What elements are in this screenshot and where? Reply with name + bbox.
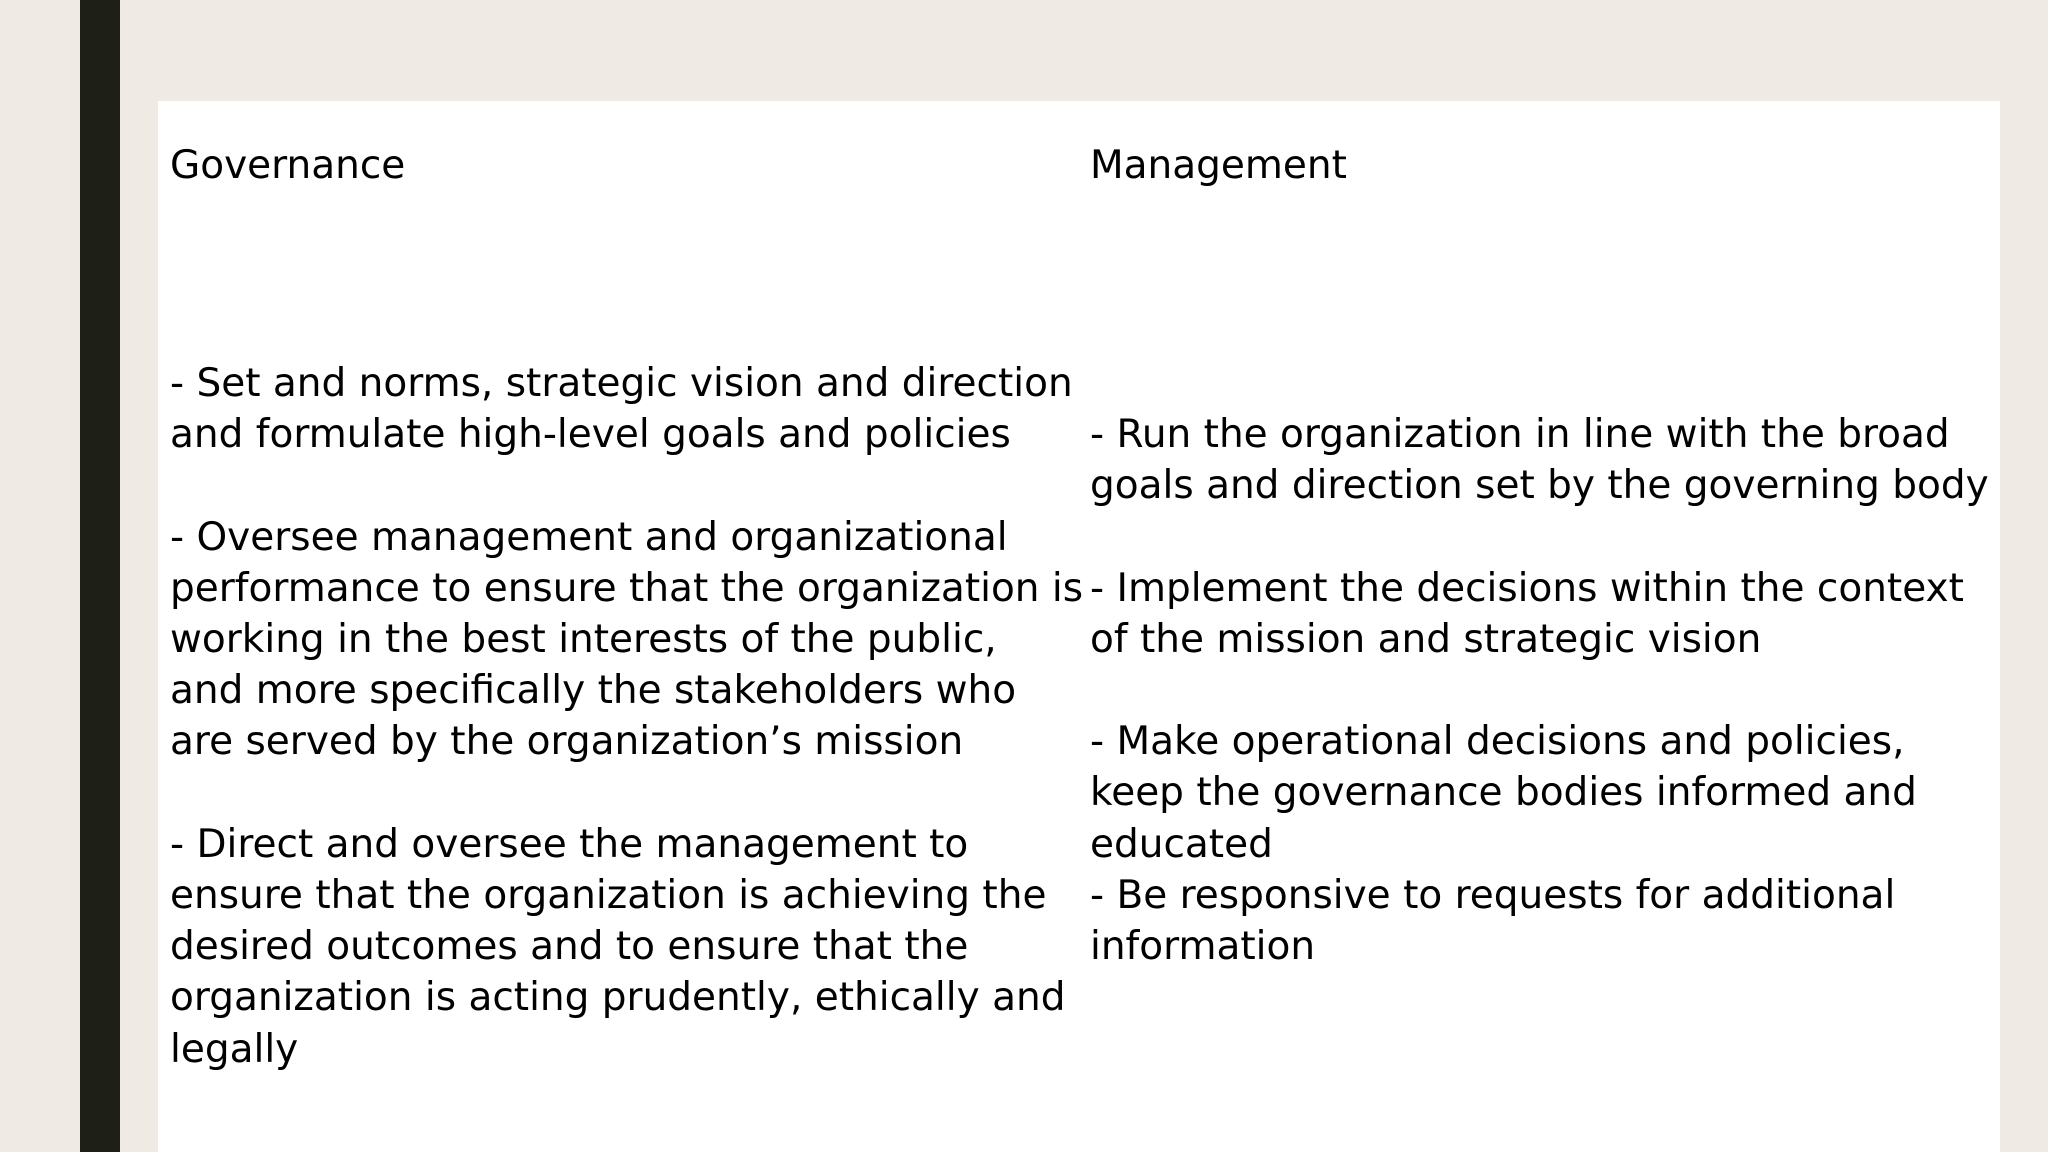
management-body: - Run the organization in line with the broad goals and direction set by the governing body - Implement the decisions within the context of the mission and strategic vision - Make operational decisions and policies, keep the governance bodies informed and educated - Be responsive to requests for additional information: [1090, 412, 1989, 970]
management-heading: Management: [1090, 143, 1347, 188]
governance-body: - Set and norms, strategic vision and direction and formulate high-level goals and policies - Oversee management and organizational performance to ensure that the organization is working in the best interests of the public, and more specifically the stakeholders who are served by the organization’s mission - Direct and oversee the management to ensure that the organization is achieving the desired outcomes and to ensure that the organization is acting prudently, ethically and legally: [170, 361, 1084, 1072]
governance-heading: Governance: [170, 143, 406, 188]
accent-bar: [80, 0, 120, 1152]
slide-content: [158, 101, 2000, 1152]
